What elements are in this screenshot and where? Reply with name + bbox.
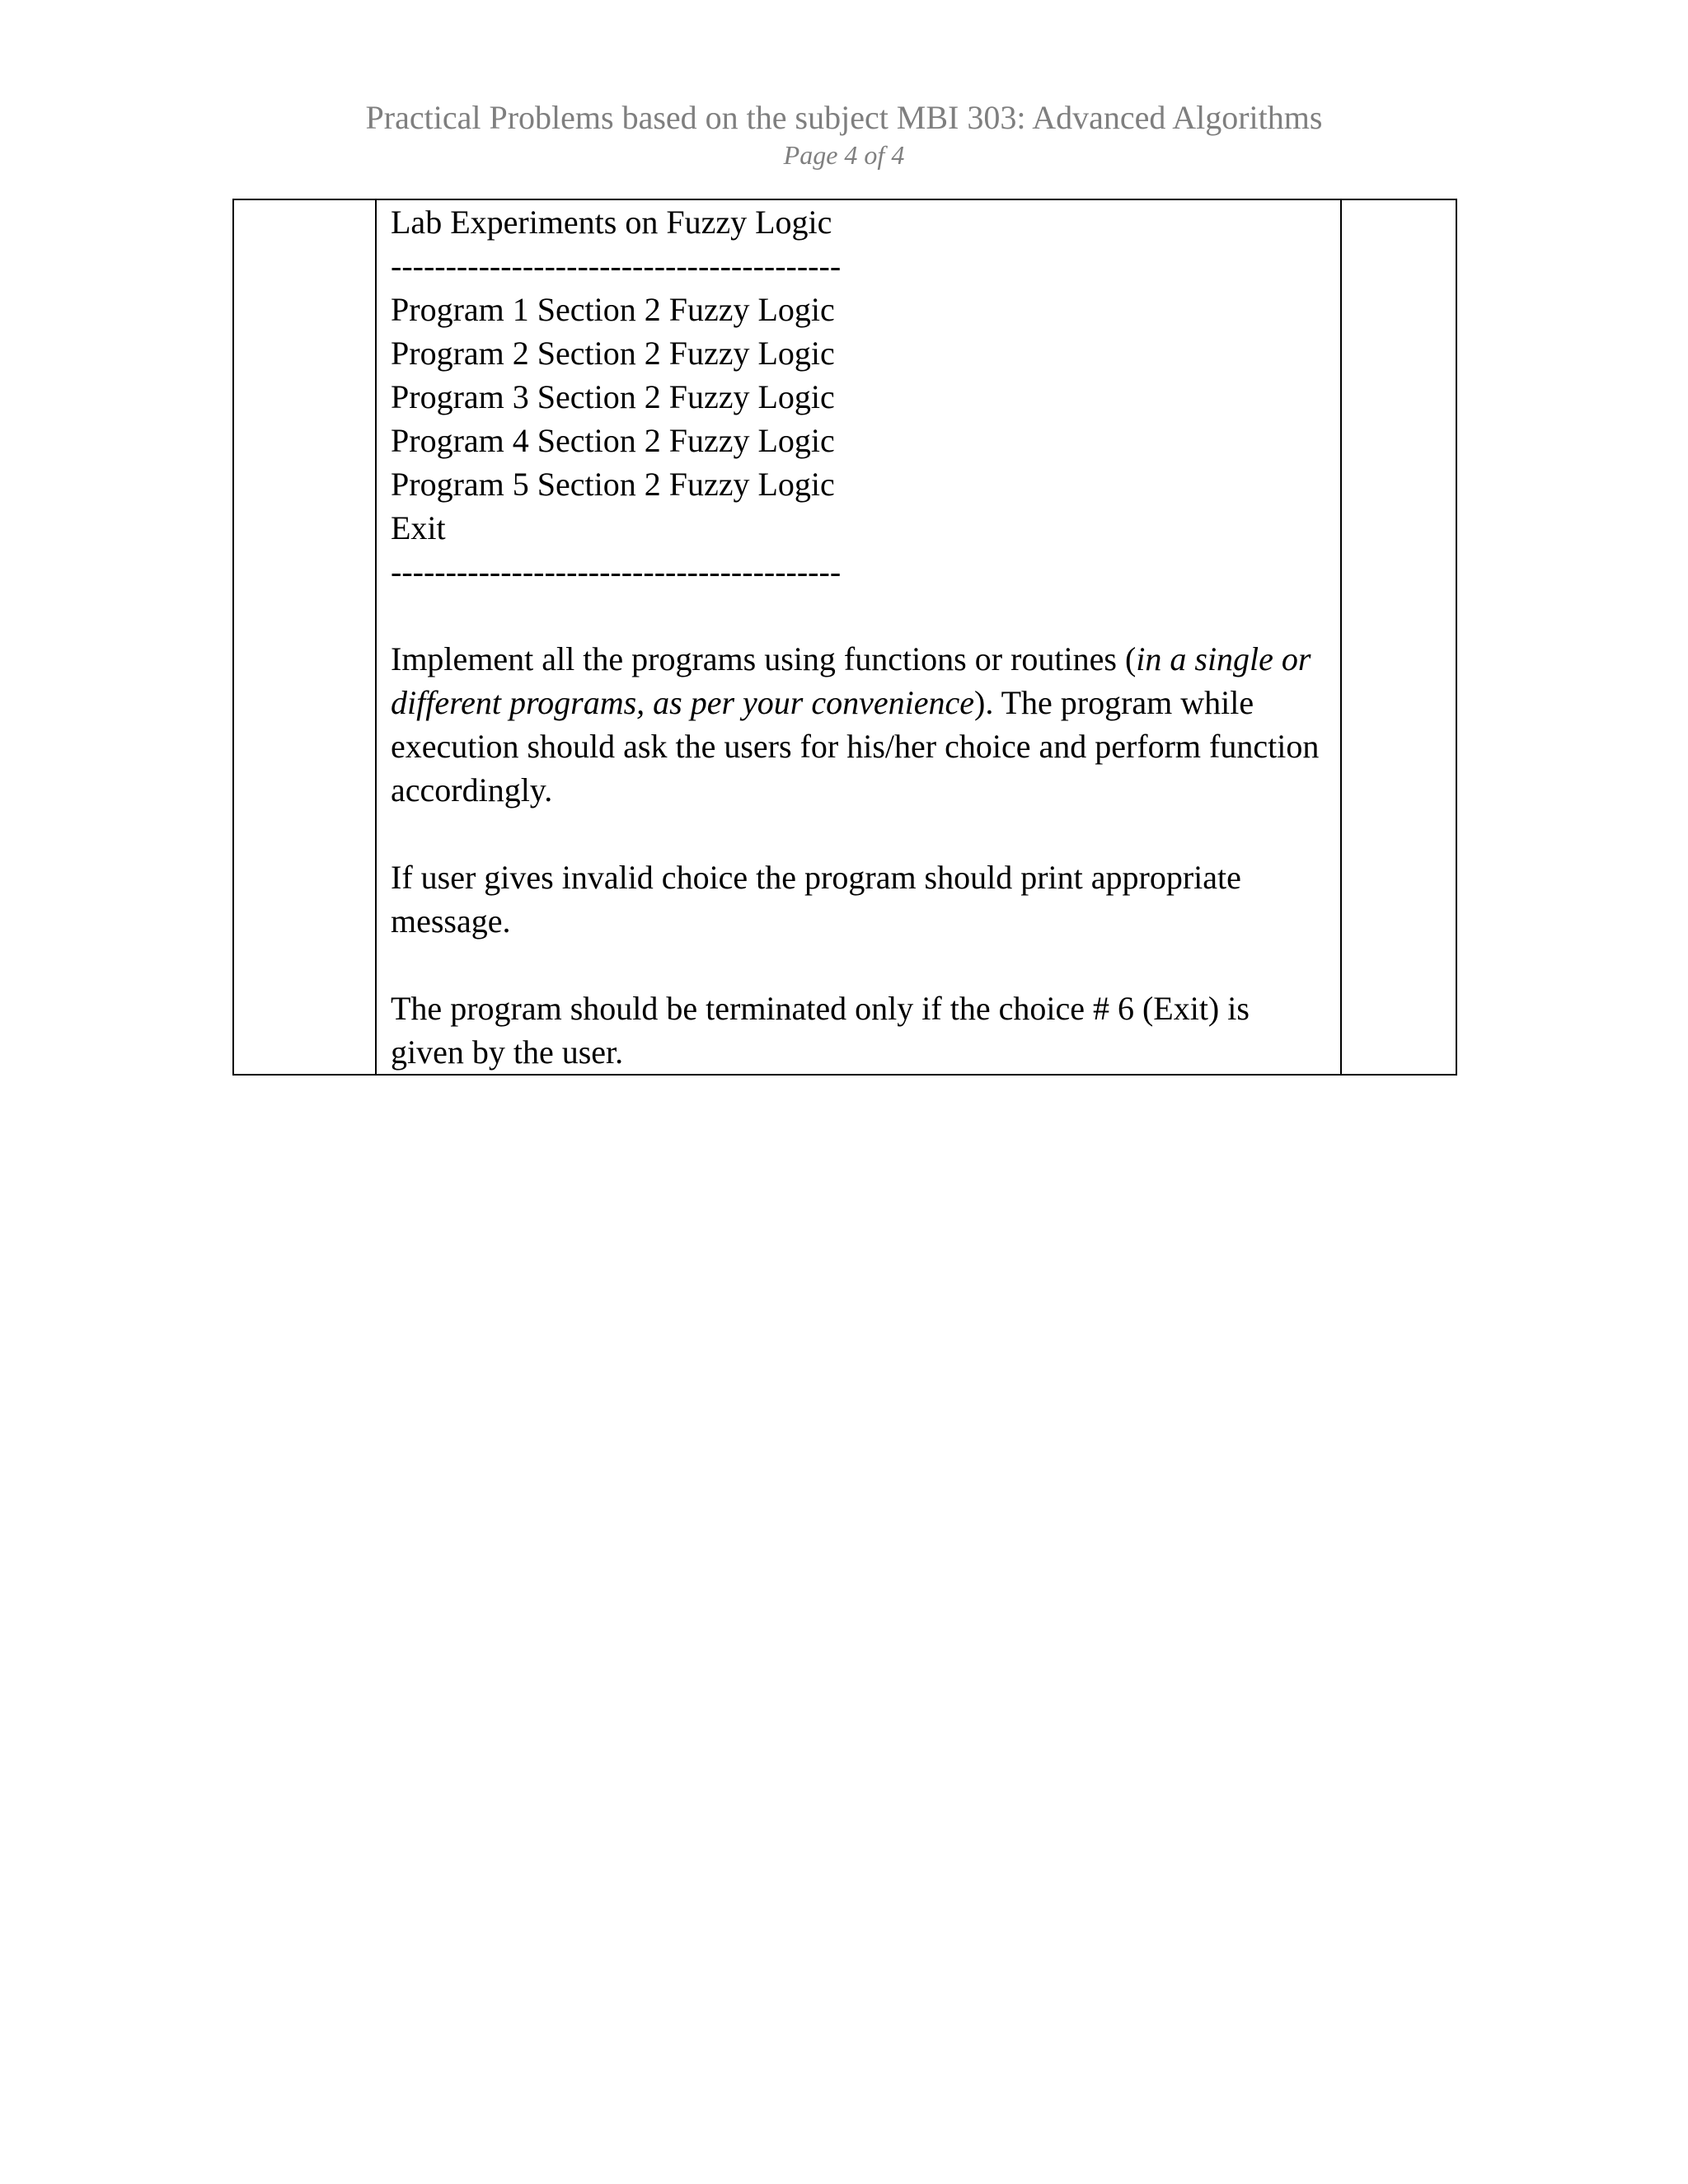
separator-bottom: ----------------------------------------- — [391, 553, 842, 590]
table-cell-right — [1341, 199, 1456, 1075]
menu-item-program-2: Program 2 Section 2 Fuzzy Logic — [391, 335, 835, 372]
menu-item-program-1: Program 1 Section 2 Fuzzy Logic — [391, 291, 835, 328]
cell-content — [377, 200, 1340, 1074]
instruction-paragraph-3: The program should be terminated only if the choice # 6 (Exit) is given by the user. — [391, 990, 1250, 1071]
instruction-text-start: Implement all the programs using functions or routines ( — [391, 640, 1137, 677]
instruction-paragraph-2: If user gives invalid choice the program should print appropriate message. — [391, 859, 1241, 940]
separator-top: ----------------------------------------- — [391, 247, 842, 284]
menu-item-program-5: Program 5 Section 2 Fuzzy Logic — [391, 466, 835, 503]
section-heading: Lab Experiments on Fuzzy Logic — [391, 204, 832, 241]
menu-item-program-3: Program 3 Section 2 Fuzzy Logic — [391, 378, 835, 415]
spacer — [391, 812, 1325, 855]
table-cell-content — [376, 199, 1341, 1075]
menu-item-program-4: Program 4 Section 2 Fuzzy Logic — [391, 422, 835, 459]
instruction-text-end: ). The program while execution should ask the users for his/her choice and perform function accordingly. — [391, 684, 1320, 808]
instruction-paragraph-1 — [391, 637, 1325, 812]
menu-item-exit: Exit — [391, 509, 446, 546]
spacer — [391, 943, 1325, 987]
table-cell-left — [233, 199, 376, 1075]
page-number: Page 4 of 4 — [783, 140, 905, 170]
table-row — [233, 199, 1456, 1075]
page-header — [0, 97, 1688, 171]
spacer — [391, 593, 1325, 637]
document-title: Practical Problems based on the subject MBI 303: Advanced Algorithms — [365, 99, 1323, 136]
instruction-text-italic: in a single or different programs, as per your convenience — [391, 640, 1311, 721]
experiments-table — [232, 199, 1457, 1076]
